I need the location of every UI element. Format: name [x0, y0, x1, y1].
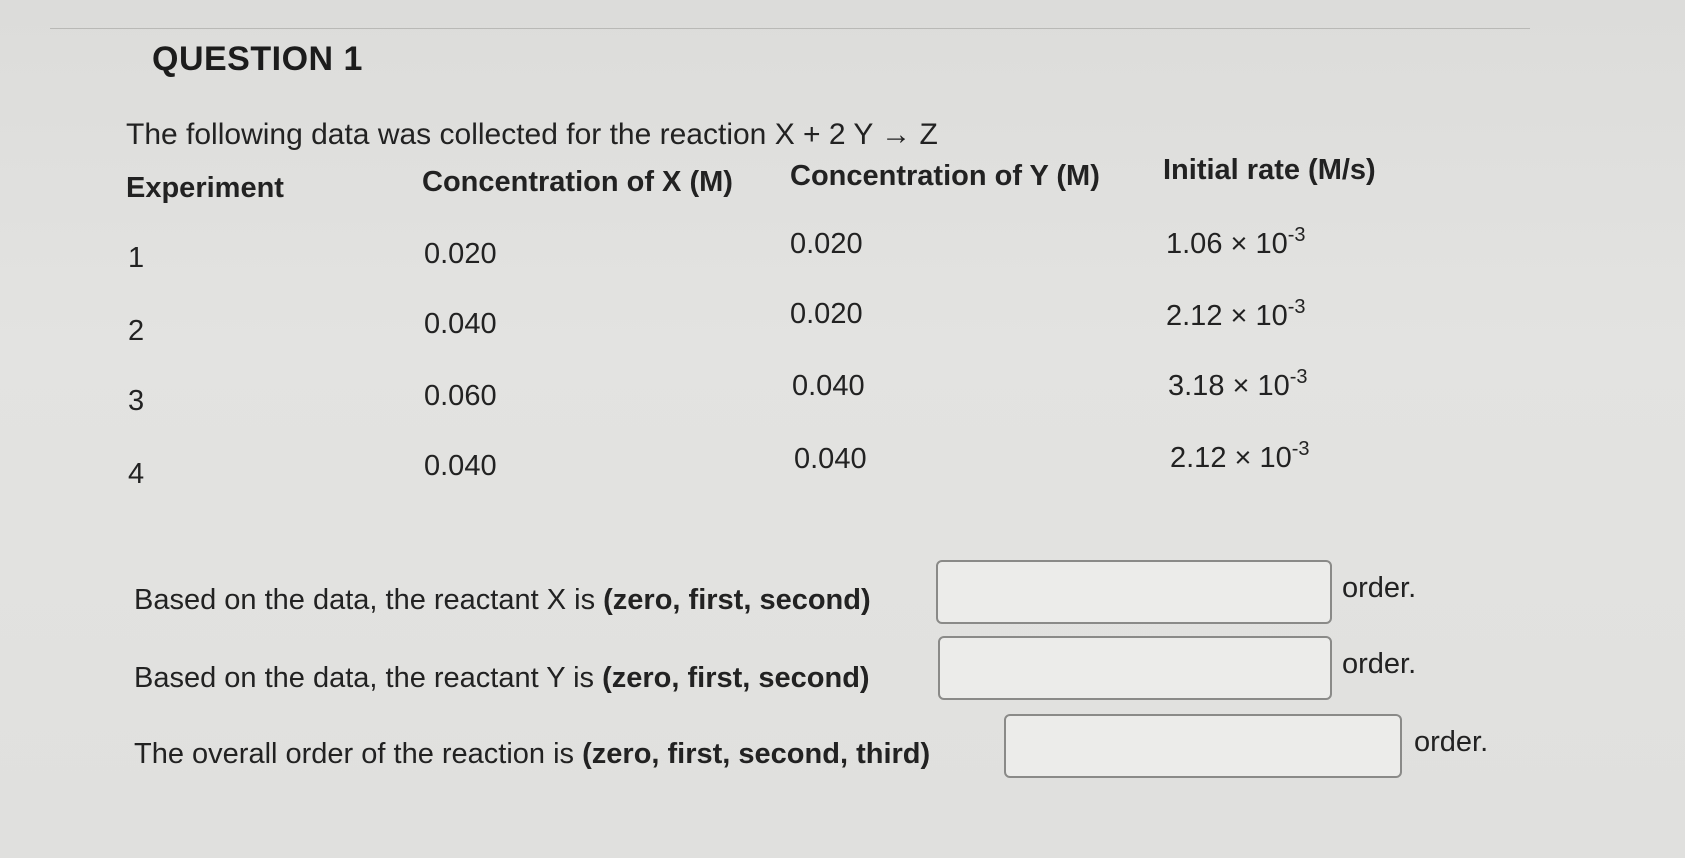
row-1-rate-mantissa: 1.06 × 10: [1166, 228, 1288, 260]
header-concentration-y: Concentration of Y (M): [790, 160, 1100, 192]
prompt-y-order: [134, 662, 870, 695]
prompt-overall-text: The overall order of the reaction is: [134, 738, 583, 770]
row-3-conc-y: 0.040: [792, 370, 865, 402]
row-1-conc-y: 0.020: [790, 228, 863, 260]
header-initial-rate: Initial rate (M/s): [1163, 154, 1376, 186]
prompt-x-text: Based on the data, the reactant X is: [134, 584, 604, 616]
row-4-conc-y: 0.040: [794, 443, 867, 475]
row-3-rate: [1168, 366, 1308, 403]
row-2-rate: [1166, 296, 1306, 333]
row-1-experiment: 1: [128, 242, 145, 274]
answer-overall-order-input[interactable]: [1004, 714, 1402, 778]
row-4-rate: [1170, 438, 1310, 475]
row-4-conc-x: 0.040: [424, 450, 497, 482]
row-1-rate: [1166, 224, 1306, 261]
prompt-y-suffix: order.: [1342, 648, 1417, 680]
prompt-x-order: [134, 584, 871, 617]
row-3-rate-mantissa: 3.18 × 10: [1168, 370, 1290, 402]
row-2-rate-mantissa: 2.12 × 10: [1166, 300, 1288, 332]
prompt-overall-suffix: order.: [1414, 726, 1489, 758]
question-title: QUESTION 1: [152, 40, 363, 78]
row-2-conc-y: 0.020: [790, 298, 863, 330]
row-4-rate-exponent: -3: [1291, 438, 1310, 460]
row-2-experiment: 2: [128, 315, 145, 347]
header-concentration-x: Concentration of X (M): [422, 166, 733, 198]
prompt-overall-choices: (zero, first, second, third): [582, 738, 931, 770]
question-intro: The following data was collected for the reaction X + 2 Y → Z: [126, 118, 938, 151]
prompt-x-suffix: order.: [1342, 572, 1417, 604]
answer-y-order-input[interactable]: [938, 636, 1332, 700]
row-1-rate-exponent: -3: [1287, 224, 1306, 246]
top-divider: [50, 28, 1530, 29]
row-3-rate-exponent: -3: [1289, 366, 1308, 388]
row-2-rate-exponent: -3: [1287, 296, 1306, 318]
row-3-conc-x: 0.060: [424, 380, 497, 412]
answer-x-order-input[interactable]: [936, 560, 1332, 624]
prompt-y-choices: (zero, first, second): [602, 662, 870, 694]
prompt-y-text: Based on the data, the reactant Y is: [134, 662, 603, 694]
row-2-conc-x: 0.040: [424, 308, 497, 340]
prompt-overall-order: [134, 738, 930, 771]
row-4-experiment: 4: [128, 458, 145, 490]
header-experiment: Experiment: [126, 172, 284, 204]
prompt-x-choices: (zero, first, second): [603, 584, 871, 616]
row-3-experiment: 3: [128, 385, 145, 417]
row-4-rate-mantissa: 2.12 × 10: [1170, 442, 1292, 474]
row-1-conc-x: 0.020: [424, 238, 497, 270]
